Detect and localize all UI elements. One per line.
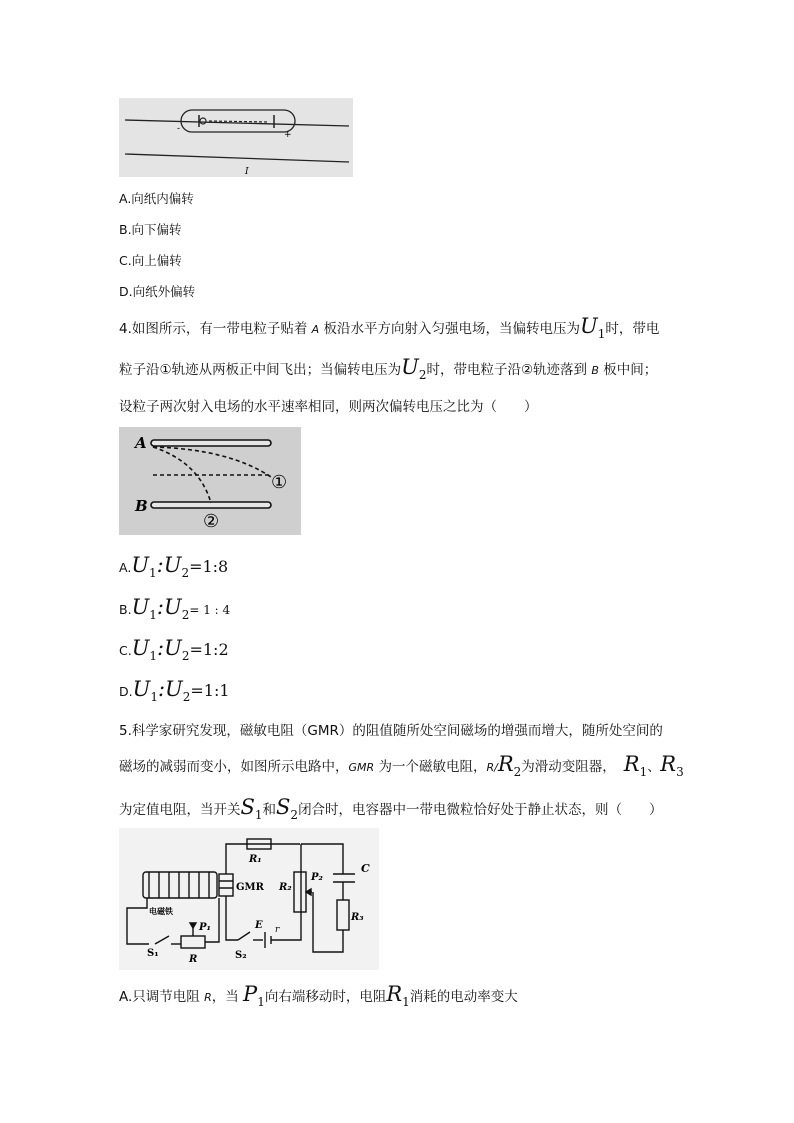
q4-option-b[interactable]: $B.U_1:U_2= 1$ : 4 <box>119 595 231 622</box>
q4-line-3: 设粒子两次射入电场的水平速率相同，则两次偏转电压之比为（ ） <box>119 399 538 415</box>
plate-a-label: A <box>135 434 147 452</box>
s2-symbol: $S_2$ <box>276 795 299 822</box>
figure-deflection-plates-svg <box>119 427 301 535</box>
s1-label: S₁ <box>147 948 159 959</box>
q4-line-1: 4.如图所示，有一带电粒子贴着 A 板沿水平方向射入匀强电场，当偏转电压为$U_1$时，带电 <box>119 314 660 341</box>
track-1-label: ① <box>271 472 288 493</box>
q5-option-a[interactable]: A.只调节电阻 R，当 $P_1$向右端移动时，电阻$R_1$消耗的电动率变大 <box>119 982 518 1009</box>
capacitor-label: C <box>361 862 370 875</box>
q5-line-1: 5.科学家研究发现，磁敏电阻（GMR）的阻值随所处空间磁场的增强而增大，随所处空间的 <box>119 723 663 739</box>
internal-r-label: r <box>275 925 280 935</box>
electromagnet-label: 电磁铁 <box>149 906 173 916</box>
figure-gmr-circuit <box>119 828 379 970</box>
plate-b-label: B <box>135 497 148 515</box>
r-label: R <box>189 954 198 965</box>
r2-symbol: $R_2$ <box>497 752 522 779</box>
current-label: I <box>245 167 249 177</box>
q4-option-a[interactable]: $A.U_1:U_2=1:8$ <box>119 553 229 580</box>
q4-line-2: 粒子沿①轨迹从两板正中间飞出；当偏转电压为$U_2$时，带电粒子沿②轨迹落到 B 板中间； <box>119 355 658 382</box>
s2-label: S₂ <box>235 950 247 961</box>
r3-label: R₃ <box>351 912 364 923</box>
p1-label: P₁ <box>199 922 211 933</box>
q3-option-c[interactable]: C.向上偏转 <box>119 253 182 268</box>
track-2-label: ② <box>203 511 220 532</box>
figure-gmr-circuit-svg <box>119 828 379 970</box>
r1-label: R₁ <box>249 854 262 865</box>
r1-r3-symbol: $R_1$、$R_3$ <box>623 752 684 779</box>
q5-line-2: 磁场的减弱而变小，如图所示电路中，GMR 为一个磁敏电阻，$R/R_2$为滑动变阻器， $R_1$、$R_3$ <box>119 752 684 779</box>
p1-symbol: $P_1$ <box>243 982 265 1009</box>
minus-sign: - <box>177 124 181 134</box>
q3-option-d[interactable]: D.向纸外偏转 <box>119 284 196 299</box>
r1-symbol: $R_1$ <box>386 982 410 1009</box>
u2-symbol: $U_2$ <box>401 355 427 382</box>
figure-electron-tube <box>119 98 353 177</box>
q3-option-b[interactable]: B.向下偏转 <box>119 222 182 237</box>
q5-line-3: 为定值电阻，当开关$S_1$和$S_2$闭合时，电容器中一带电微粒恰好处于静止状态，则（ ） <box>119 795 663 822</box>
p2-label: P₂ <box>311 872 323 883</box>
gmr-label: GMR <box>236 882 264 893</box>
u1-symbol: $U_1$ <box>580 314 606 341</box>
q3-option-a[interactable]: A.向纸内偏转 <box>119 191 194 206</box>
figure-electron-tube-svg <box>119 98 353 177</box>
figure-deflection-plates <box>119 427 301 535</box>
plus-sign: + <box>284 130 292 140</box>
q4-option-d[interactable]: $D.U_1:U_2=1:1$ <box>119 677 230 704</box>
r2-label: R₂ <box>279 882 292 893</box>
q4-option-c[interactable]: $C.U_1:U_2=1:2$ <box>119 636 229 663</box>
s1-symbol: $S_1$ <box>240 795 263 822</box>
emf-label: E <box>255 920 263 931</box>
